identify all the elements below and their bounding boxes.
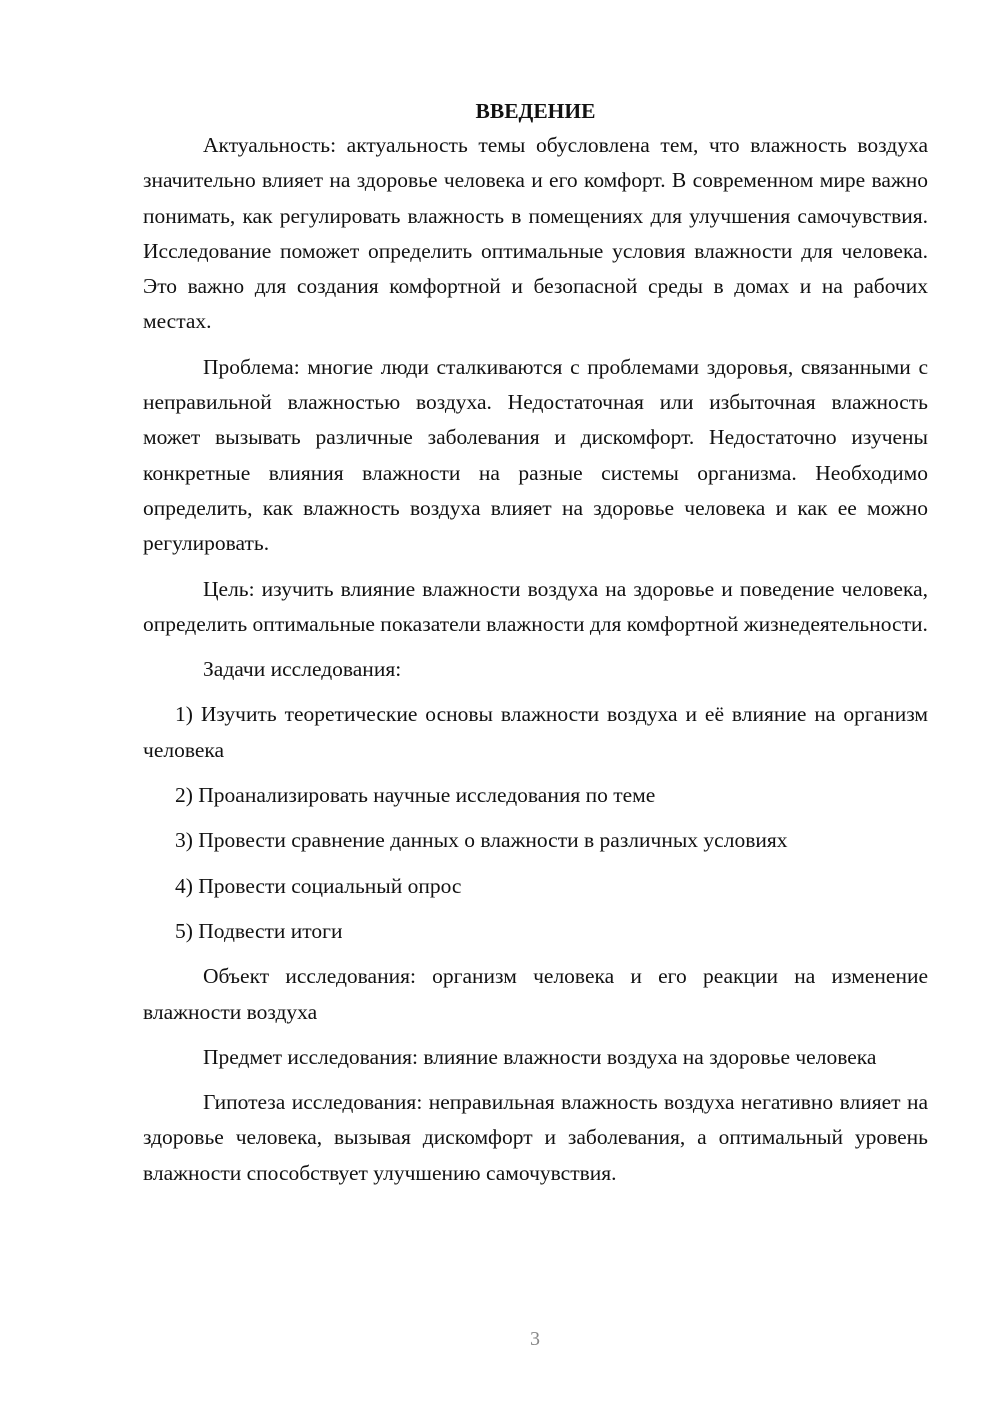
subject-paragraph: Предмет исследования: влияние влажности воздуха на здоровье человека — [203, 1044, 877, 1069]
object-paragraph: Объект исследования: организм человека и его реакции на изменение влажности воздуха — [143, 964, 928, 1024]
task-item-2: 2) Проанализировать научные исследования по теме — [175, 783, 656, 808]
relevance-paragraph: Актуальность: актуальность темы обусловлена тем, что влажность воздуха значительно влияет на здоровье человека и его комфорт. В современном мире важно понимать, как регулировать влажность в помещениях для улучшения самочувствия. Исследование поможет определить оптимальные условия влажности для человека. Это важно для создания комфортной и безопасной среды в домах и на рабочих местах. — [143, 133, 928, 334]
document-page — [143, 94, 928, 1201]
tasks-heading: Задачи исследования: — [203, 657, 402, 682]
task-item-1: 1) Изучить теоретические основы влажности воздуха и её влияние на организм человека — [143, 702, 928, 762]
page-number: 3 — [530, 1328, 540, 1350]
task-item-3: 3) Провести сравнение данных о влажности в различных условиях — [175, 828, 788, 853]
goal-paragraph: Цель: изучить влияние влажности воздуха на здоровье и поведение человека, определить оптимальные показатели влажности для комфортной жизнедеятельности. — [143, 576, 928, 636]
task-item-5: 5) Подвести итоги — [175, 918, 343, 943]
task-item-4: 4) Провести социальный опрос — [175, 873, 462, 898]
section-heading: ВВЕДЕНИЕ — [475, 99, 596, 123]
hypothesis-paragraph: Гипотеза исследования: неправильная влажность воздуха негативно влияет на здоровье человека, вызывая дискомфорт и заболевания, а оптимальный уровень влажности способствует улучшению самочувствия. — [143, 1090, 928, 1185]
problem-paragraph: Проблема: многие люди сталкиваются с проблемами здоровья, связанными с неправильной влажностью воздуха. Недостаточная или избыточная влажность может вызывать различные заболевания и дискомфорт. Недостаточно изучены конкретные влияния влажности на разные системы организма. Необходимо определить, как влажность воздуха влияет на здоровье человека и как ее можно регулировать. — [143, 354, 928, 556]
